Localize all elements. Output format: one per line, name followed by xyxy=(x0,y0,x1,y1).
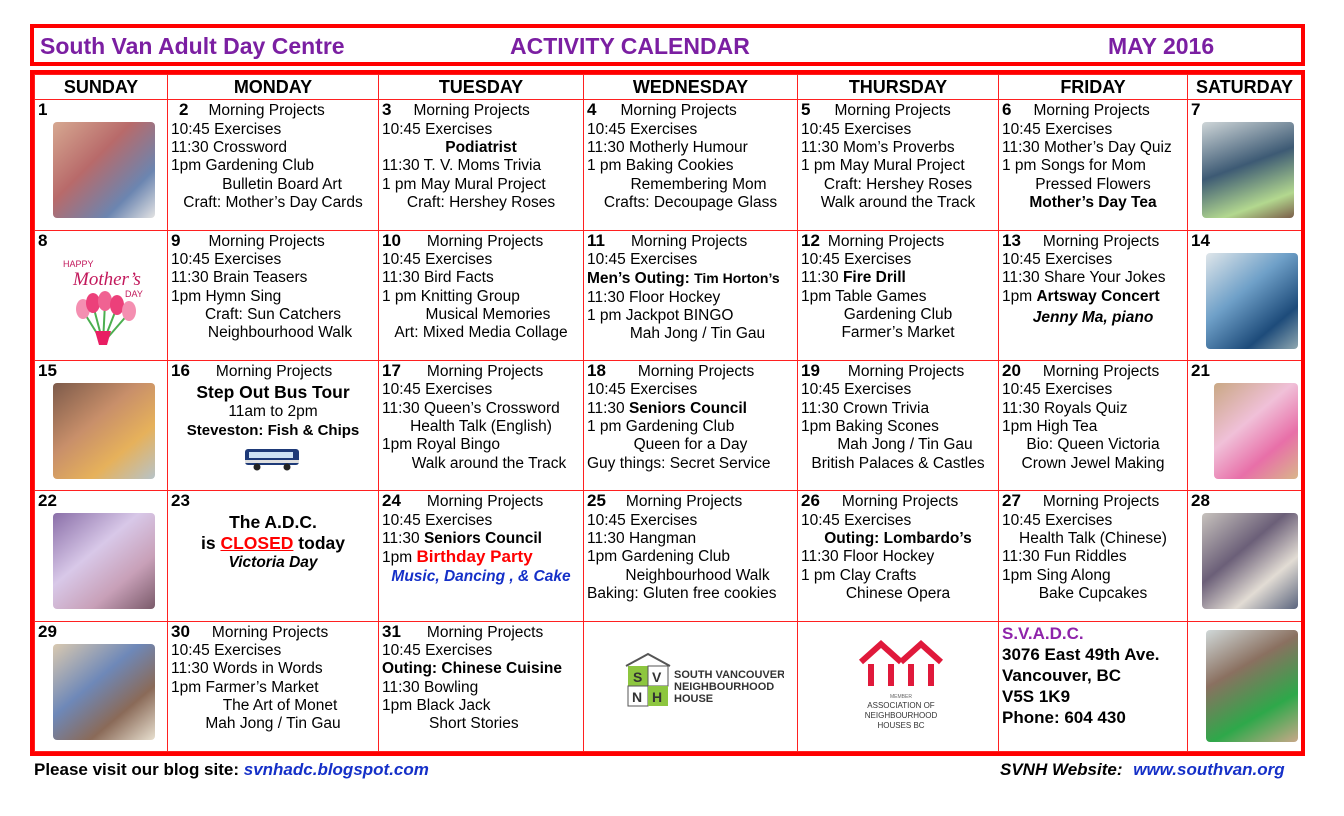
tulip-icon xyxy=(76,291,136,345)
activity: Tim Horton’s xyxy=(694,270,780,287)
activity: Walk around the Track xyxy=(820,193,976,211)
activity: 11:30 Royals Quiz xyxy=(1002,399,1128,417)
day-cell-13 xyxy=(999,230,1188,360)
day-cell-18 xyxy=(584,361,798,491)
svnh-name: HOUSE xyxy=(674,692,714,705)
activity: Musical Memories xyxy=(425,305,551,323)
activity: Guy things: Secret Service xyxy=(587,454,771,472)
activity: 1pm Hymn Sing xyxy=(171,287,282,305)
day-number: 7 xyxy=(1191,100,1201,120)
activity: today xyxy=(298,532,345,553)
activity: 10:45 Exercises xyxy=(1002,251,1113,269)
activity: Artsway Concert xyxy=(1036,287,1160,305)
anhbc-member: MEMBER xyxy=(890,693,912,700)
activity: is xyxy=(201,532,216,553)
day-cell-9 xyxy=(168,230,379,360)
closed-label: CLOSED xyxy=(220,532,294,553)
activity: 10:45 Exercises xyxy=(1002,511,1113,529)
day-number: 28 xyxy=(1191,491,1210,511)
activity: Mah Jong / Tin Gau xyxy=(837,436,973,454)
day-number: 13 xyxy=(1002,230,1021,250)
blog-label: Please visit our blog site: xyxy=(34,760,240,779)
activity: 11:30 Floor Hockey xyxy=(587,288,721,306)
day-cell-6 xyxy=(999,100,1188,230)
svnh-logo xyxy=(624,652,784,715)
day-cell-31 xyxy=(379,621,584,751)
activity: Craft: Hershey Roses xyxy=(406,193,556,211)
activity: 10:45 Exercises xyxy=(171,251,282,269)
contact-address: 3076 East 49th Ave. xyxy=(1002,644,1160,664)
activity: Birthday Party xyxy=(416,547,533,567)
activity: Morning Projects xyxy=(208,102,325,120)
activity-photo xyxy=(1202,513,1298,609)
day-cell-1 xyxy=(35,100,168,230)
activity: Neighbourhood Walk xyxy=(207,324,353,342)
activity: 10:45 Exercises xyxy=(171,641,282,659)
activity: 11am to 2pm xyxy=(228,403,318,421)
day-cell-20 xyxy=(999,361,1188,491)
activity: 11:30 Floor Hockey xyxy=(801,548,935,566)
activity: Neighbourhood Walk xyxy=(625,566,770,584)
day-number: 6 xyxy=(1002,100,1012,120)
day-header-saturday: SATURDAY xyxy=(1188,75,1302,100)
activity: Morning Projects xyxy=(1033,102,1150,120)
activity: Chinese Opera xyxy=(845,584,951,602)
day-cell-21 xyxy=(1188,361,1302,491)
day-number: 12 xyxy=(801,230,820,250)
day-cell-2 xyxy=(168,100,379,230)
activity: Podiatrist xyxy=(445,139,517,157)
day-cell-11 xyxy=(584,230,798,360)
activity: Craft: Hershey Roses xyxy=(823,175,973,193)
day-number: 16 xyxy=(171,361,190,381)
activity: 1pm Table Games xyxy=(801,287,927,305)
activity: 10:45 Exercises xyxy=(171,120,282,138)
day-number: 17 xyxy=(382,361,401,381)
activity: Remembering Mom xyxy=(630,175,767,193)
activity: 11:30 Mother’s Day Quiz xyxy=(1002,139,1172,157)
activity: Gardening Club xyxy=(843,305,953,323)
activity: Mah Jong / Tin Gau xyxy=(629,325,766,343)
activity: 1 pm Jackpot BINGO xyxy=(587,306,734,324)
day-number: 20 xyxy=(1002,361,1021,381)
activity: 1pm xyxy=(382,549,413,567)
activity: Jenny Ma, piano xyxy=(1032,308,1154,326)
activity: 10:45 Exercises xyxy=(801,381,912,399)
day-number: 24 xyxy=(382,491,401,511)
blog-link[interactable]: svnhadc.blogspot.com xyxy=(243,760,429,779)
activity: 11:30 Crown Trivia xyxy=(801,399,930,417)
day-cell-12 xyxy=(798,230,999,360)
activity: 11:30 Bird Facts xyxy=(382,269,494,287)
activity: 11:30 Bowling xyxy=(382,678,479,696)
activity-photo xyxy=(1214,383,1298,479)
activity: 1 pm Gardening Club xyxy=(587,417,735,435)
activity: 10:45 Exercises xyxy=(587,120,698,138)
calendar-grid xyxy=(30,70,1305,756)
day-number: 11 xyxy=(587,230,605,250)
day-number: 31 xyxy=(382,621,401,641)
contact-cell xyxy=(999,621,1188,751)
day-number: 18 xyxy=(587,361,606,381)
activity-photo xyxy=(53,122,155,218)
activity: Crown Jewel Making xyxy=(1021,454,1165,472)
day-number: 2 xyxy=(179,100,189,120)
activity: 10:45 Exercises xyxy=(382,120,493,138)
activity: Bulletin Board Art xyxy=(222,175,342,193)
anhbc-logo-cell xyxy=(798,621,999,751)
day-number: 14 xyxy=(1191,230,1210,250)
day-cell-3 xyxy=(379,100,584,230)
houses-icon xyxy=(861,644,941,686)
calendar-title: ACTIVITY CALENDAR xyxy=(510,33,750,59)
day-number: 3 xyxy=(382,100,392,120)
activity: Morning Projects xyxy=(625,493,743,511)
activity: Art: Mixed Media Collage xyxy=(394,324,568,342)
day-number: 9 xyxy=(171,230,181,250)
day-cell-24 xyxy=(379,491,584,621)
org-name: South Van Adult Day Centre xyxy=(40,33,345,59)
activity: Outing: Lombardo’s xyxy=(824,529,972,547)
activity: Men’s Outing: xyxy=(587,270,690,288)
activity: Morning Projects xyxy=(834,102,951,120)
contact-city: Vancouver, BC xyxy=(1002,665,1122,685)
day-cell-14 xyxy=(1188,230,1302,360)
activity: Morning Projects xyxy=(637,363,755,381)
day-number: 4 xyxy=(587,100,597,120)
activity: Morning Projects xyxy=(413,102,530,120)
activity: 1pm Baking Scones xyxy=(801,417,939,435)
anhbc-name: HOUSES BC xyxy=(877,720,925,730)
activity-photo xyxy=(1206,253,1298,349)
activity: 11:30 Mom’s Proverbs xyxy=(801,139,955,157)
day-cell-26 xyxy=(798,491,999,621)
activity: Bio: Queen Victoria xyxy=(1026,436,1160,454)
activity: Health Talk (English) xyxy=(410,417,552,435)
svnh-letter: V xyxy=(652,668,662,685)
activity: 1pm Royal Bingo xyxy=(382,436,501,454)
day-cell-16 xyxy=(168,361,379,491)
svnh-name: SOUTH VANCOUVER xyxy=(674,668,784,681)
day-cell-5 xyxy=(798,100,999,230)
activity: 1 pm Clay Crafts xyxy=(801,566,917,584)
activity: 1pm Gardening Club xyxy=(171,157,315,175)
activity: 11:30 Hangman xyxy=(587,529,697,547)
day-cell-4 xyxy=(584,100,798,230)
activity: 1pm Gardening Club xyxy=(587,548,731,566)
activity: 11:30 Brain Teasers xyxy=(171,269,308,287)
day-number: 19 xyxy=(801,361,820,381)
activity: Music, Dancing , & Cake xyxy=(391,567,571,585)
day-header-thursday: THURSDAY xyxy=(798,75,999,100)
bus-icon xyxy=(171,446,375,477)
day-cell-23 xyxy=(168,491,379,621)
activity: 10:45 Exercises xyxy=(587,251,698,269)
activity: The Art of Monet xyxy=(222,696,338,714)
activity: British Palaces & Castles xyxy=(811,454,985,472)
activity-photo xyxy=(1206,630,1298,742)
activity: Short Stories xyxy=(429,715,519,733)
activity: Fire Drill xyxy=(842,269,906,287)
activity: 1pm Sing Along xyxy=(1002,566,1111,584)
activity-photo xyxy=(53,644,155,740)
day-cell-15 xyxy=(35,361,168,491)
activity: 10:45 Exercises xyxy=(382,381,493,399)
day-header-friday: FRIDAY xyxy=(999,75,1188,100)
day-header-sunday: SUNDAY xyxy=(35,75,168,100)
day-number: 26 xyxy=(801,491,820,511)
activity: 10:45 Exercises xyxy=(1002,120,1113,138)
activity: 1 pm Baking Cookies xyxy=(587,157,734,175)
activity: 11:30 Words in Words xyxy=(171,660,323,678)
day-cell-28 xyxy=(1188,491,1302,621)
activity: Morning Projects xyxy=(426,363,544,381)
activity: Craft: Mother’s Day Cards xyxy=(183,193,363,211)
activity: Craft: Sun Catchers xyxy=(204,305,342,323)
activity: 10:45 Exercises xyxy=(587,381,698,399)
day-cell-7 xyxy=(1188,100,1302,230)
activity: 11:30 xyxy=(587,399,625,417)
activity: 11:30 xyxy=(801,269,839,287)
svnh-logo-cell xyxy=(584,621,798,751)
activity: Mother’s Day Tea xyxy=(1029,193,1157,211)
website-link[interactable]: www.southvan.org xyxy=(1133,760,1285,779)
contact-postal: V5S 1K9 xyxy=(1002,686,1071,706)
activity: 10:45 Exercises xyxy=(801,120,912,138)
activity: Morning Projects xyxy=(847,363,965,381)
activity: Morning Projects xyxy=(1042,232,1160,250)
activity: 1 pm Knitting Group xyxy=(382,287,520,305)
day-cell-22 xyxy=(35,491,168,621)
footer-website xyxy=(1000,760,1285,780)
activity: Morning Projects xyxy=(630,232,748,250)
day-number: 10 xyxy=(382,230,401,250)
activity: Step Out Bus Tour xyxy=(196,382,350,403)
activity: Queen for a Day xyxy=(633,436,748,454)
activity: Morning Projects xyxy=(211,623,329,641)
activity: 1pm Black Jack xyxy=(382,696,491,714)
day-number: 25 xyxy=(587,491,606,511)
contact-phone: Phone: 604 430 xyxy=(1002,707,1126,727)
anhbc-logo xyxy=(856,636,946,745)
calendar-header xyxy=(30,24,1305,66)
day-cell-27 xyxy=(999,491,1188,621)
activity: 10:45 Exercises xyxy=(1002,381,1113,399)
day-cell-10 xyxy=(379,230,584,360)
day-header-tuesday: TUESDAY xyxy=(379,75,584,100)
activity: Bake Cupcakes xyxy=(1038,584,1148,602)
activity: Health Talk (Chinese) xyxy=(1019,529,1167,547)
photo-cell xyxy=(1188,621,1302,751)
anhbc-name: NEIGHBOURHOOD xyxy=(864,710,938,720)
svnh-letter: N xyxy=(632,688,643,705)
day-number: 21 xyxy=(1191,361,1210,381)
activity: Victoria Day xyxy=(228,553,318,571)
day-cell-17 xyxy=(379,361,584,491)
activity: Baking: Gluten free cookies xyxy=(587,584,777,602)
day-number: 15 xyxy=(38,361,57,381)
activity: Farmer’s Market xyxy=(841,324,955,342)
day-cell-29 xyxy=(35,621,168,751)
activity: Morning Projects xyxy=(841,493,959,511)
svnh-letter: H xyxy=(652,688,663,705)
activity: Mah Jong / Tin Gau xyxy=(205,715,341,733)
mothers-day-text: Mother’s xyxy=(73,268,141,290)
activity: Pressed Flowers xyxy=(1035,175,1151,193)
activity: 11:30 Crossword xyxy=(171,139,288,157)
activity: 1 pm May Mural Project xyxy=(382,175,546,193)
day-cell-8 xyxy=(35,230,168,360)
day-number: 22 xyxy=(38,491,57,511)
mothers-day-text: HAPPY xyxy=(63,258,94,269)
activity: 10:45 Exercises xyxy=(801,251,912,269)
activity: 10:45 Exercises xyxy=(382,251,493,269)
activity: Seniors Council xyxy=(423,529,542,547)
day-cell-25 xyxy=(584,491,798,621)
calendar-month: MAY 2016 xyxy=(1108,33,1215,59)
activity-photo xyxy=(53,513,155,609)
activity: The A.D.C. xyxy=(229,511,317,532)
activity: 11:30 Fun Riddles xyxy=(1002,548,1127,566)
day-number: 27 xyxy=(1002,491,1021,511)
activity: 11:30 xyxy=(382,529,420,547)
activity: 11:30 Motherly Humour xyxy=(587,139,748,157)
activity: Morning Projects xyxy=(827,232,945,250)
mothers-day-illustration xyxy=(53,253,155,349)
activity: 10:45 Exercises xyxy=(382,511,493,529)
activity: Morning Projects xyxy=(215,363,333,381)
svnh-letter: S xyxy=(633,668,643,685)
footer-blog xyxy=(34,760,429,780)
day-number: 30 xyxy=(171,621,190,641)
activity: 10:45 Exercises xyxy=(382,641,493,659)
contact-name: S.V.A.D.C. xyxy=(1002,623,1084,643)
activity: 11:30 Share Your Jokes xyxy=(1002,269,1166,287)
day-header-monday: MONDAY xyxy=(168,75,379,100)
activity: 10:45 Exercises xyxy=(587,511,698,529)
activity: Crafts: Decoupage Glass xyxy=(603,193,778,211)
day-number: 23 xyxy=(171,491,190,511)
anhbc-name: ASSOCIATION OF xyxy=(867,700,935,710)
activity: Walk around the Track xyxy=(411,454,567,472)
activity: Seniors Council xyxy=(628,399,747,417)
activity: Morning Projects xyxy=(426,232,544,250)
activity: 1 pm Songs for Mom xyxy=(1002,157,1146,175)
activity: 1pm High Tea xyxy=(1002,417,1098,435)
activity: 10:45 Exercises xyxy=(801,511,912,529)
day-cell-30 xyxy=(168,621,379,751)
day-cell-19 xyxy=(798,361,999,491)
day-number: 8 xyxy=(38,230,48,250)
svnh-name: NEIGHBOURHOOD xyxy=(674,680,775,693)
activity: Morning Projects xyxy=(208,232,325,250)
activity: Morning Projects xyxy=(426,493,544,511)
mothers-day-text: DAY xyxy=(125,288,143,299)
activity: Morning Projects xyxy=(620,102,737,120)
activity: 11:30 Queen’s Crossword xyxy=(382,399,560,417)
activity-photo xyxy=(53,383,155,479)
website-label: SVNH Website: xyxy=(1000,760,1123,779)
activity: 11:30 T. V. Moms Trivia xyxy=(382,157,542,175)
day-header-wednesday: WEDNESDAY xyxy=(584,75,798,100)
activity: 1pm Farmer’s Market xyxy=(171,678,319,696)
day-number: 1 xyxy=(38,100,48,120)
activity: 1pm xyxy=(1002,287,1033,305)
day-number: 29 xyxy=(38,621,57,641)
activity-photo xyxy=(1202,122,1294,218)
activity: Morning Projects xyxy=(1042,363,1160,381)
activity: Outing: Chinese Cuisine xyxy=(382,660,562,678)
activity: Morning Projects xyxy=(426,623,544,641)
day-number: 5 xyxy=(801,100,811,120)
activity: Morning Projects xyxy=(1042,493,1160,511)
activity: 1 pm May Mural Project xyxy=(801,157,965,175)
activity: Steveston: Fish & Chips xyxy=(186,421,360,439)
